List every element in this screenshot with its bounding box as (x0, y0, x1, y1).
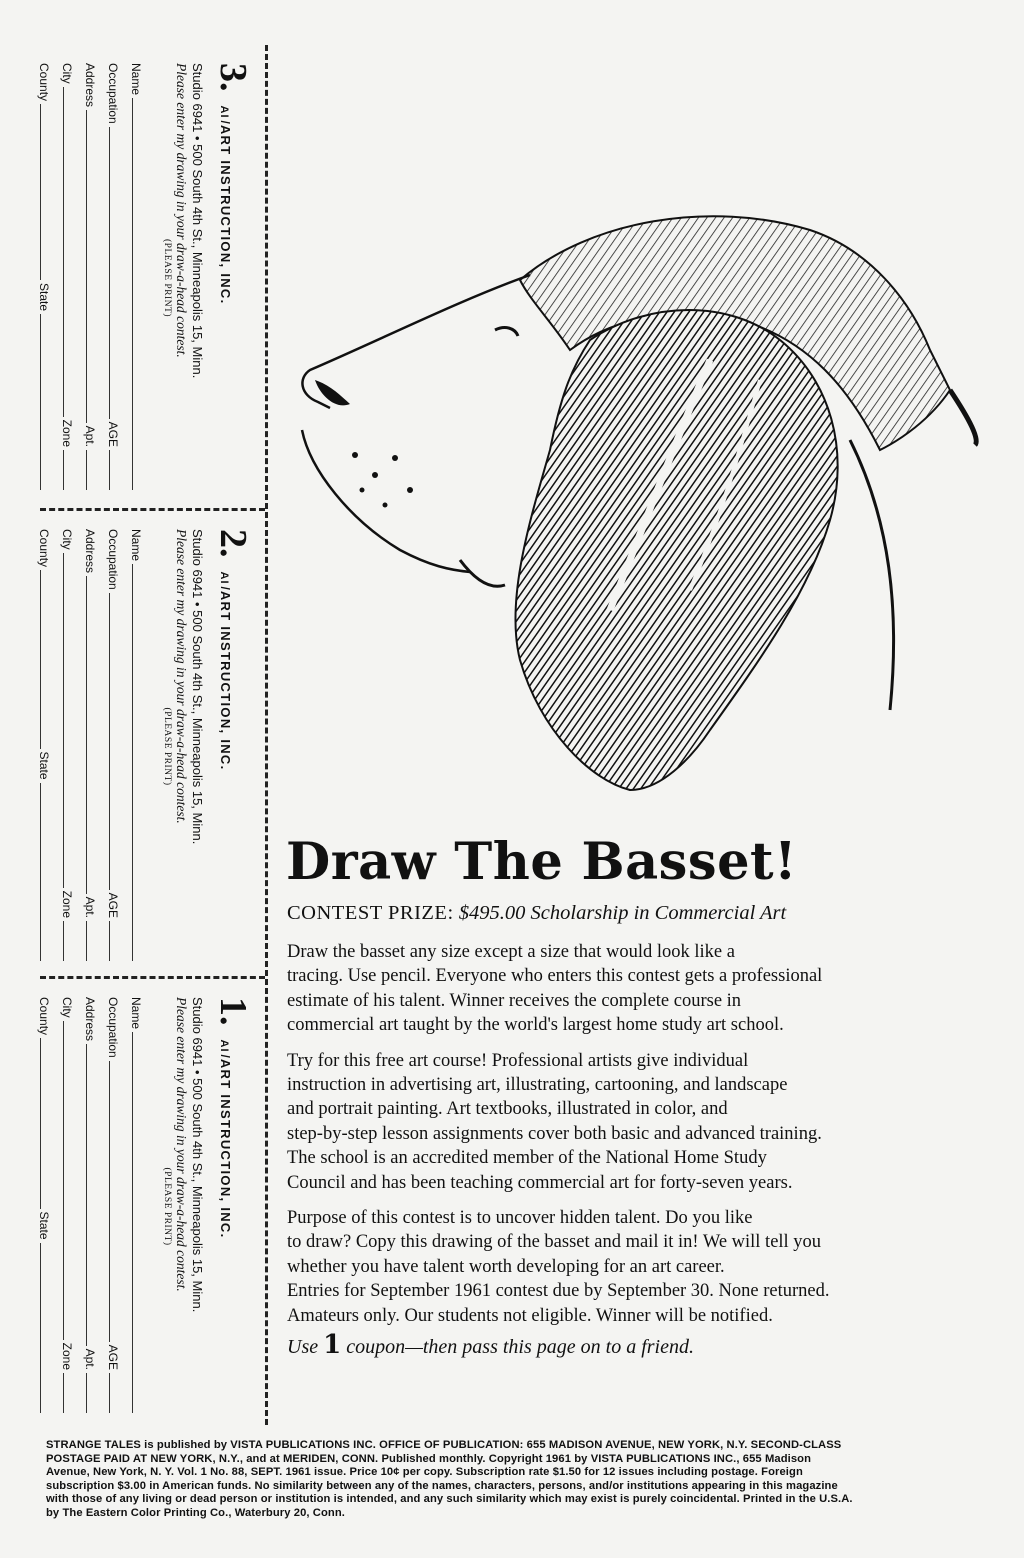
county-line[interactable] (40, 1038, 42, 1208)
coupon-1-content (37, 979, 265, 1428)
coupon-number: 1. (212, 997, 254, 1026)
paragraph-course: Try for this free art course! Professional artists give individual instruction in advertising art, illustrating, cartooning, and landscape and portrait painting. Art textbooks, illustrated in color, and step-by-step lesson assignments cover both basic and advanced training. The school is an accredited member of the National Home Study Council and has been teaching commercial art for forty-seven years. (287, 1050, 822, 1193)
firm-name: ART INSTRUCTION, INC. (218, 590, 233, 771)
city-field[interactable]: City Zone (60, 529, 83, 964)
coupon-count: 1 (323, 1330, 342, 1360)
county-field[interactable]: County State (37, 997, 60, 1416)
city-field[interactable]: City Zone (60, 63, 83, 493)
name-line[interactable] (132, 1032, 134, 1413)
ad-body (287, 940, 987, 1339)
entry-instruction: Please enter my drawing in your draw-a-head contest. (174, 529, 189, 824)
coupon-number: 3. (212, 63, 254, 92)
apt-line[interactable] (86, 921, 88, 961)
paragraph-purpose: Purpose of this contest is to uncover hidden talent. Do you like to draw? Copy this drawing of the basset and mail it in! We will tell you whether you have talent worth developing for an art career. Entries for September 1961 contest due by September 30. None returned. Amateurs only. Our students not eligible. Winner will be notified. (287, 1208, 830, 1326)
coupon-form (37, 997, 152, 1416)
coupon-form (37, 529, 152, 964)
name-field[interactable]: Name (129, 997, 152, 1416)
state-line[interactable] (40, 1243, 42, 1413)
county-field[interactable]: County State (37, 63, 60, 493)
occupation-field[interactable]: Occupation AGE (106, 529, 129, 964)
please-print-note: (PLEASE PRINT) (162, 239, 172, 317)
apt-line[interactable] (86, 450, 88, 490)
entry-instruction: Please enter my drawing in your draw-a-head contest. (174, 997, 189, 1292)
name-line[interactable] (132, 98, 134, 490)
name-field[interactable]: Name (129, 63, 152, 493)
city-line[interactable] (63, 553, 65, 888)
occupation-line[interactable] (109, 127, 111, 419)
please-print-note: (PLEASE PRINT) (162, 1167, 172, 1246)
age-line[interactable] (109, 450, 111, 490)
name-field[interactable]: Name (129, 529, 152, 964)
occupation-line[interactable] (109, 1061, 111, 1342)
zone-line[interactable] (63, 921, 65, 961)
city-line[interactable] (63, 1021, 65, 1340)
occupation-field[interactable]: Occupation AGE (106, 997, 129, 1416)
coupon-form (37, 63, 152, 493)
coupon-number: 2. (212, 529, 254, 558)
address-line[interactable] (86, 110, 88, 423)
please-print-note: (PLEASE PRINT) (162, 707, 172, 786)
coupon-2-content (37, 511, 265, 976)
studio-address: Studio 6941 • 500 South 4th St., Minneapolis 15, Minn. (190, 997, 205, 1313)
ad-headline: Draw The Basset! (286, 832, 798, 892)
art-instruction-logo: AI/ART INSTRUCTION, INC. (218, 1039, 233, 1239)
age-line[interactable] (109, 921, 111, 961)
address-field[interactable]: Address Apt. (83, 529, 106, 964)
art-instruction-logo: AI/ART INSTRUCTION, INC. (218, 105, 233, 305)
basset-hound-drawing (290, 190, 990, 830)
art-instruction-logo: AI/ART INSTRUCTION, INC. (218, 571, 233, 771)
county-line[interactable] (40, 570, 42, 748)
call-to-action: Use 1 coupon—then pass this page on to a friend. (287, 1330, 694, 1360)
publication-footer: STRANGE TALES is published by VISTA PUBLICATIONS INC. OFFICE OF PUBLICATION: 655 MADISON AVENUE, NEW YORK, N.Y. SECOND-CLASS POSTAGE PAID AT NEW YORK, N.Y., and at MERIDEN, CONN. Published monthly. Copyright 1961 by VISTA PUBLICATIONS INC., 655 Madison Avenue, New York, N. Y. Vol. 1 No. 88, SEPT. 1961 issue. Price 10¢ per copy. Subscription rate $1.50 for 12 issues including postage. Foreign subscription $3.00 in American funds. No similarity between any of the names, characters, persons, and/or institutions appearing in this magazine with those of any living or dead person or institution is intended, and any such similarity which may exist is purely coincidental. Printed in the U.S.A. by The Eastern Color Printing Co., Waterbury 20, Conn. (46, 1439, 853, 1519)
county-field[interactable]: County State (37, 529, 60, 964)
studio-address: Studio 6941 • 500 South 4th St., Minneapolis 15, Minn. (190, 529, 205, 845)
address-field[interactable]: Address Apt. (83, 997, 106, 1416)
coupon-1-header (211, 997, 254, 1416)
city-line[interactable] (63, 87, 65, 417)
prize-value: $495.00 Scholarship in Commercial Art (458, 902, 787, 924)
county-line[interactable] (40, 104, 42, 280)
occupation-field[interactable]: Occupation AGE (106, 63, 129, 493)
zone-line[interactable] (63, 450, 65, 490)
contest-prize (287, 902, 786, 925)
occupation-line[interactable] (109, 593, 111, 890)
firm-name: ART INSTRUCTION, INC. (218, 1058, 233, 1239)
address-field[interactable]: Address Apt. (83, 63, 106, 493)
state-line[interactable] (40, 314, 42, 490)
zone-line[interactable] (63, 1373, 65, 1413)
prize-label: CONTEST PRIZE: (287, 902, 454, 924)
coupon-3[interactable] (37, 45, 265, 505)
name-line[interactable] (132, 564, 134, 961)
address-line[interactable] (86, 576, 88, 894)
coupon-2-header (211, 529, 254, 964)
city-field[interactable]: City Zone (60, 997, 83, 1416)
coupon-3-content (37, 45, 265, 505)
firm-name: ART INSTRUCTION, INC. (218, 124, 233, 305)
coupon-2[interactable] (37, 508, 265, 976)
address-line[interactable] (86, 1044, 88, 1346)
coupon-1[interactable] (37, 976, 265, 1428)
age-line[interactable] (109, 1373, 111, 1413)
state-line[interactable] (40, 783, 42, 961)
coupon-strip (37, 45, 268, 1425)
apt-line[interactable] (86, 1373, 88, 1413)
entry-instruction: Please enter my drawing in your draw-a-head contest. (174, 63, 189, 358)
paragraph-rules: Draw the basset any size except a size that would look like a tracing. Use pencil. Everyone who enters this contest gets a professional estimate of his talent. Winner receives the complete course in commercial art taught by the world's largest home study art school. (287, 942, 823, 1036)
studio-address: Studio 6941 • 500 South 4th St., Minneapolis 15, Minn. (190, 63, 205, 379)
coupon-3-header (211, 63, 254, 493)
